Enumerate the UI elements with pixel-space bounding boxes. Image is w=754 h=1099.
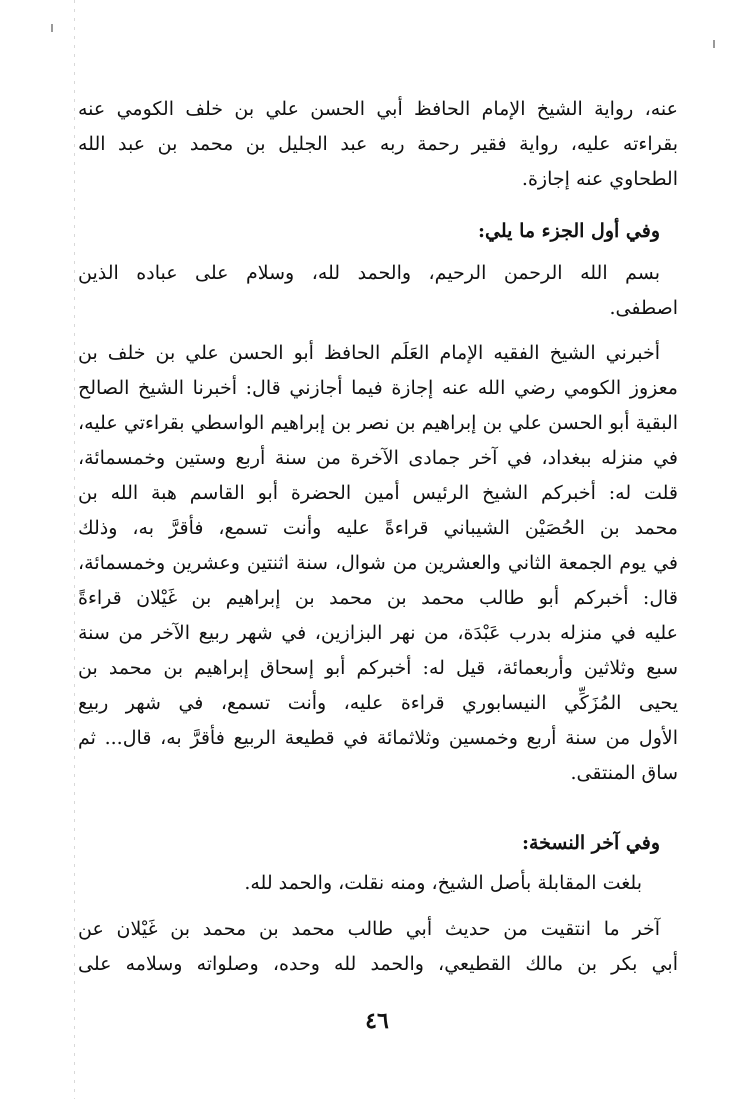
text-line: عنه، رواية الشيخ الإمام الحافظ أبي الحسن علي بن خلف الكومي عنه [78, 98, 678, 120]
text-line: البقية أبو الحسن علي بن إبراهيم بن نصر بن إبراهيم الواسطي بقراءتي عليه، [78, 412, 678, 434]
paragraph-1 [78, 92, 678, 197]
paragraph-2 [78, 256, 678, 326]
section-heading-beginning [78, 214, 678, 249]
text-line: في يوم الجمعة الثاني والعشرين من شوال، سنة اثنتين وعشرين وخمسمائة، [78, 552, 678, 574]
section-heading-end [78, 826, 678, 861]
text-line: آخر ما انتقيت من حديث أبي طالب محمد بن محمد بن غَيْلان عن [78, 918, 660, 940]
text-line: عليه في منزله بدرب عَبْدَة، من نهر البزازين، في شهر ربيع الآخر من سنة [78, 622, 678, 644]
text-line: معزوز الكومي رضي الله عنه إجازة فيما أجازني قال: أخبرنا الشيخ الصالح [78, 377, 678, 399]
text-line: قال: أخبركم أبو طالب محمد بن محمد بن إبراهيم بن غَيْلان قراءةً [78, 587, 678, 609]
page-number: ٤٦ [365, 1008, 389, 1034]
text-line: ساق المنتقى. [570, 762, 678, 784]
paragraph-4 [78, 866, 678, 901]
text-line: اصطفى. [609, 297, 678, 319]
text-line: الطحاوي عنه إجازة. [521, 168, 678, 190]
text-line: أخبرني الشيخ الفقيه الإمام العَلَم الحافظ أبو الحسن علي بن خلف بن [78, 342, 660, 364]
text-line: يحيى المُزَكِّي النيسابوري قراءة عليه، وأنت تسمع، في شهر ربيع [78, 692, 678, 714]
scan-tick-mark [713, 40, 715, 48]
text-line: بقراءته عليه، رواية فقير رحمة ربه عبد الجليل بن محمد بن عبد الله [78, 133, 678, 155]
heading-text: وفي آخر النسخة: [521, 832, 660, 854]
heading-text: وفي أول الجزء ما يلي: [478, 220, 660, 242]
text-line: في منزله ببغداد، في آخر جمادى الآخرة من سنة أربع وستين وخمسمائة، [78, 447, 678, 469]
text-line: الأول من سنة أربع وخمسين وثلاثمائة في قطيعة الربيع فأقرَّ به، قال... ثم [78, 727, 678, 749]
scan-margin-artifact [74, 0, 75, 1099]
text-line: محمد بن الحُصَيْن الشيباني قراءةً عليه وأنت تسمع، فأقرَّ به، وذلك [78, 517, 678, 539]
paragraph-5 [78, 912, 678, 982]
text-line: سبع وثلاثين وأربعمائة، قيل له: أخبركم أبو إسحاق إبراهيم بن محمد بن [78, 657, 678, 679]
text-line: قلت له: أخبركم الشيخ الرئيس أمين الحضرة أبو القاسم هبة الله بن [78, 482, 678, 504]
text-line: أبي بكر بن مالك القطيعي، والحمد لله وحده، وصلواته وسلامه على [78, 953, 678, 975]
paragraph-3 [78, 336, 678, 791]
text-line: بلغت المقابلة بأصل الشيخ، ومنه نقلت، والحمد لله. [244, 872, 642, 894]
scan-tick-mark [51, 24, 53, 32]
text-line: بسم الله الرحمن الرحيم، والحمد لله، وسلام على عباده الذين [78, 262, 660, 284]
